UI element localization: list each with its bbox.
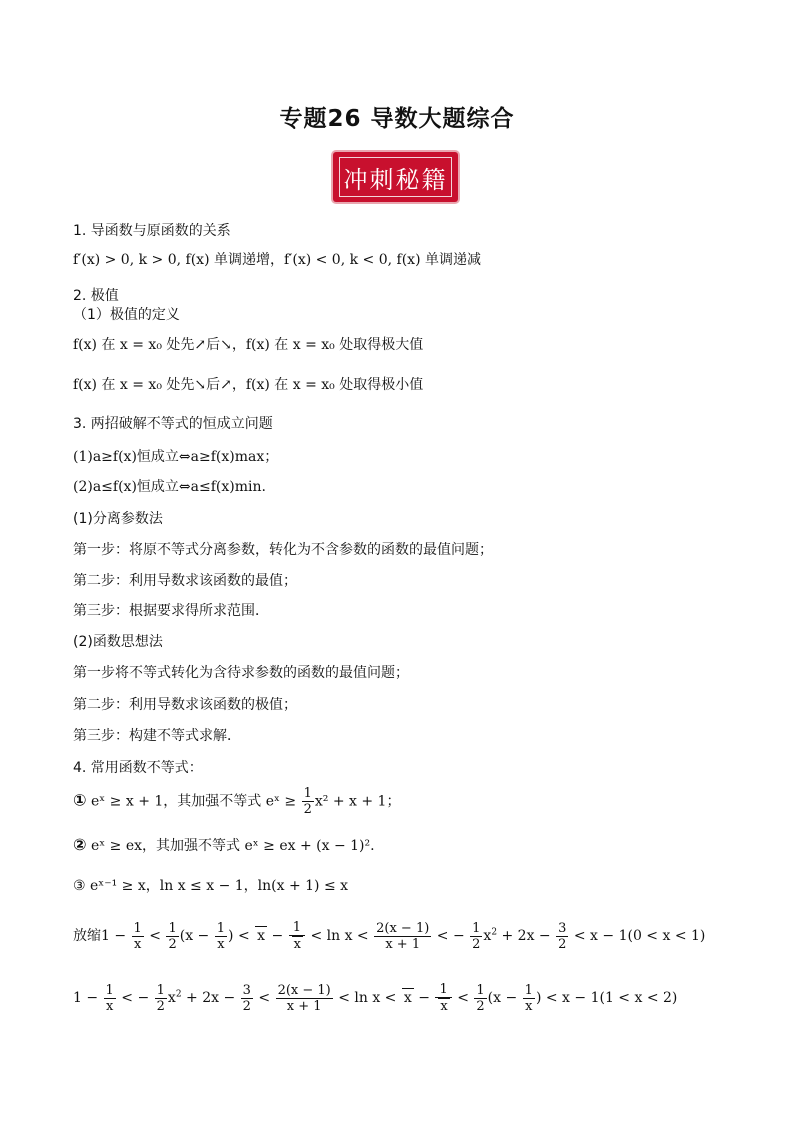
item-1-basic: eˣ ≥ x + 1 [91,793,164,810]
extreme-min-rule: f(x) 在 x = x₀ 处先↘后↗，f(x) 在 x = x₀ 处取得极小值 [73,377,424,393]
item-2-marker: ② [73,835,87,854]
section-4-heading: 4. 常用函数不等式： [73,760,203,776]
item-3-marker: ③ [73,878,86,894]
scaling-chain-2: 1 − $\frac{1}{x}$ < − $\frac{1}{2}$ $x^2 + 2x$ − $\frac{3}{2}$ < $\frac{2(x - 1)}{x + 1}$ < ln x < x − $\frac{1}{x}$ < $\frac{1}{2}$ (x − $\frac{1}{x}$ ) < x − 1(1 < x < 2) [73,982,678,1014]
page-title: 专题26 导数大题综合 [279,106,515,132]
method-2-step-2: 第二步：利用导数求该函数的极值； [73,697,297,713]
item-2-text: eˣ ≥ ex，其加强不等式 eˣ ≥ ex + (x − 1)². [91,838,375,854]
method-1-heading: (1)分离参数法 [73,511,163,527]
method-1-step-2: 第二步：利用导数求该函数的最值； [73,573,297,589]
section-2-subheading: （1）极值的定义 [73,307,180,323]
section-1-formula: f′(x) > 0, k > 0, f(x) 单调递增，f′(x) < 0, k < 0, f(x) 单调递减 [73,252,481,268]
section-1-heading: 1. 导函数与原函数的关系 [73,223,231,239]
scaling-1-condition: (0 < x < 1) [627,928,706,944]
inequality-item-1 [73,786,400,817]
scaling-2-condition: (1 < x < 2) [599,990,678,1006]
method-1-step-1: 第一步：将原不等式分离参数，转化为不含参数的函数的最值问题； [73,542,493,558]
item-1-marker: ① [73,790,87,810]
badge-label: 冲刺秘籍 [343,166,448,194]
section-2-heading: 2. 极值 [73,288,119,304]
section-3-heading: 3. 两招破解不等式的恒成立问题 [73,416,273,432]
method-2-step-1: 第一步将不等式转化为含待求参数的函数的最值问题； [73,665,409,681]
scaling-chain-1: 放缩1 − $\frac{1}{x}$ < $\frac{1}{2}$ (x − $\frac{1}{x}$ ) < x − $\frac{1}{x}$ < ln x < $\frac{2(x - 1)}{x + 1}$ < − $\frac{1}{2}$ $x^2 + 2x$ − $\frac{3}{2}$ < x − 1(0 < x < 1) [73,920,706,952]
inequality-item-2 [73,836,375,855]
inequality-max-rule: (1)a≥f(x)恒成立⇔a≥f(x)max； [73,449,279,465]
inequality-item-3 [73,877,348,895]
fraction-one-half: $\frac{1}{2}$ [303,786,312,817]
extreme-max-rule: f(x) 在 x = x₀ 处先↗后↘，f(x) 在 x = x₀ 处取得极大值 [73,337,424,353]
scaling-label: 放缩 [73,928,101,944]
method-1-step-3: 第三步：根据要求得所求范围． [73,603,269,619]
method-2-heading: (2)函数思想法 [73,634,163,650]
item-1-tail: x² + x + 1； [314,793,401,810]
section-badge [333,152,458,202]
item-3-text: eˣ⁻¹ ≥ x，ln x ≤ x − 1，ln(x + 1) ≤ x [90,878,349,894]
method-2-step-3: 第三步：构建不等式求解． [73,728,241,744]
item-1-mid: ，其加强不等式 eˣ ≥ [163,793,301,810]
inequality-min-rule: (2)a≤f(x)恒成立⇔a≤f(x)min. [73,479,266,495]
